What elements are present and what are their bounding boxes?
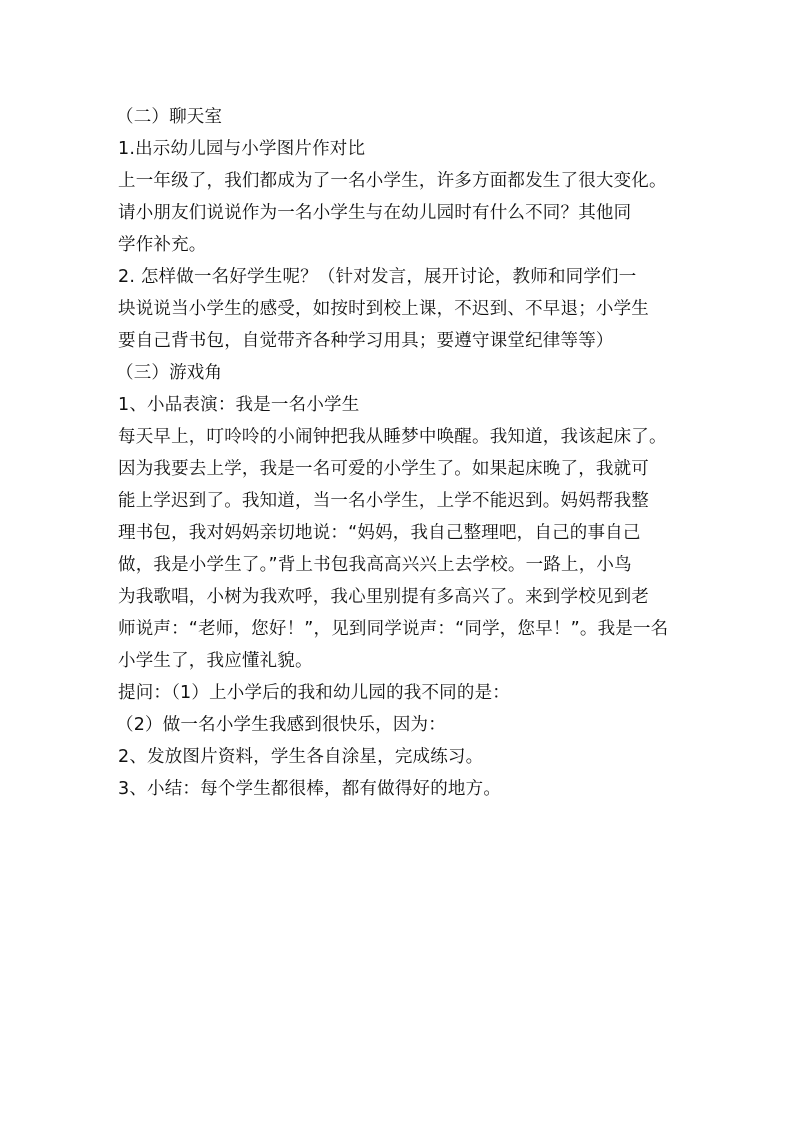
- item-heading-summary: 3、小结：每个学生都很棒，都有做得好的地方。: [118, 779, 502, 799]
- story-line: 能上学迟到了。我知道，当一名小学生，上学不能迟到。妈妈帮我整: [118, 491, 649, 511]
- paragraph-line: 要自己背书包，自觉带齐各种学习用具；要遵守课堂纪律等等）: [118, 331, 614, 351]
- story-line: 因为我要去上学，我是一名可爱的小学生了。如果起床晚了，我就可: [118, 459, 649, 479]
- section-heading-game-corner: （三）游戏角: [116, 363, 223, 383]
- paragraph-line: 学作补充。: [118, 235, 207, 255]
- item-heading-handout: 2、发放图片资料，学生各自涂星，完成练习。: [118, 747, 484, 767]
- document-body: [118, 101, 678, 805]
- question-line: （2）做一名小学生我感到很快乐，因为：: [116, 715, 446, 735]
- section-heading-chat-room: （二）聊天室: [116, 107, 223, 127]
- item-heading-compare-pictures: 1.出示幼儿园与小学图片作对比: [118, 139, 366, 159]
- item-heading-skit: 1、小品表演：我是一名小学生: [118, 395, 360, 415]
- story-line: 师说声：“老师，您好！”，见到同学说声：“同学，您早！”。我是一名: [118, 619, 669, 639]
- story-line: 每天早上，叮呤呤的小闹钟把我从睡梦中唤醒。我知道，我该起床了。: [118, 427, 667, 447]
- paragraph-line: 上一年级了，我们都成为了一名小学生，许多方面都发生了很大变化。: [118, 171, 667, 191]
- item-heading-good-student: 2. 怎样做一名好学生呢？（针对发言，展开讨论，教师和同学们一: [118, 267, 637, 287]
- story-line: 做，我是小学生了。”背上书包我高高兴兴上去学校。一路上，小鸟: [118, 555, 632, 575]
- paragraph-line: 块说说当小学生的感受，如按时到校上课，不迟到、不早退；小学生: [118, 299, 649, 319]
- question-line: 提问：（1）上小学后的我和幼儿园的我不同的是：: [118, 683, 510, 703]
- story-line: 小学生了，我应懂礼貌。: [118, 651, 313, 671]
- paragraph-line: 请小朋友们说说作为一名小学生与在幼儿园时有什么不同？其他同: [118, 203, 632, 223]
- story-line: 为我歌唱，小树为我欢呼，我心里别提有多高兴了。来到学校见到老: [118, 587, 649, 607]
- story-line: 理书包，我对妈妈亲切地说：“妈妈，我自己整理吧，自己的事自己: [118, 523, 641, 543]
